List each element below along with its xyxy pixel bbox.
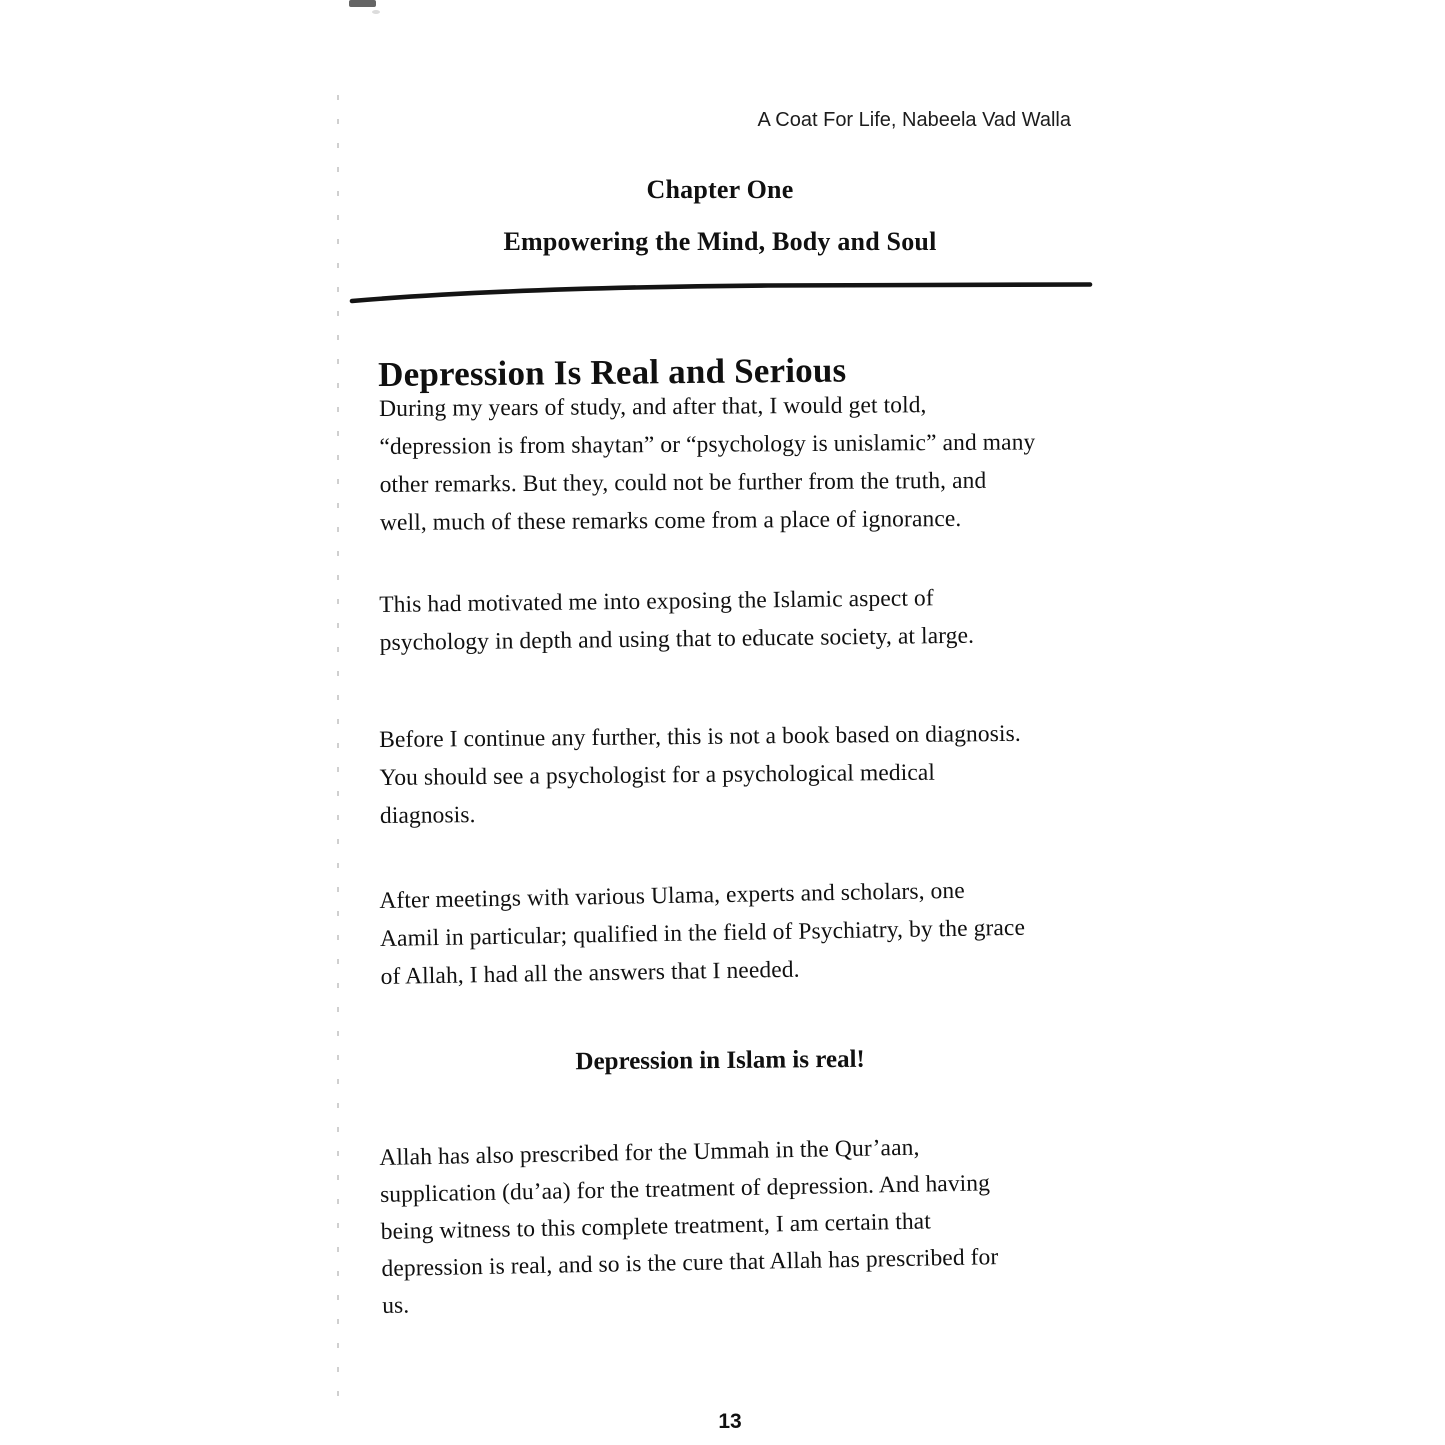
chapter-label: Chapter One [646,175,794,204]
subheading: Depression in Islam is real! [575,1045,865,1076]
section-heading: Depression Is Real and Serious [378,350,847,395]
paragraph-3: Before I continue any further, this is not a book based on diagnosis. You should see a psychologist for a psychological medical diagnosis. [379,720,1021,829]
scan-smudge-artifact [349,0,376,7]
running-header: A Coat For Life, Nabeela Vad Walla [757,109,1071,131]
paragraph-4: After meetings with various Ulama, experts and scholars, one Aamil in particular; qualified in the field of Psychiatry, by the grace of Allah, I had all the answers that I needed. [379,877,1026,990]
scan-gutter-artifact [337,95,339,1405]
paragraph-2: This had motivated me into exposing the Islamic aspect of psychology in depth and using that to educate society, at large. [379,585,975,656]
paragraph-1: During my years of study, and after that, I would get told, “depression is from shaytan” or “psychology is unislamic” and many other remarks. But they, could not be further from the truth, and well, much of these remarks come from a place of ignorance. [379,392,1036,536]
page-number: 13 [718,1410,742,1433]
chapter-title: Empowering the Mind, Body and Soul [503,227,937,256]
paragraph-5: Allah has also prescribed for the Ummah in the Qur’aan, supplication (du’aa) for the treatment of depression. And having being witness to this complete treatment, I am certain that depression is real, and so is the cure that Allah has prescribed for us. [379,1134,999,1319]
divider-rule [348,279,1094,307]
scan-speck-artifact [372,10,380,14]
